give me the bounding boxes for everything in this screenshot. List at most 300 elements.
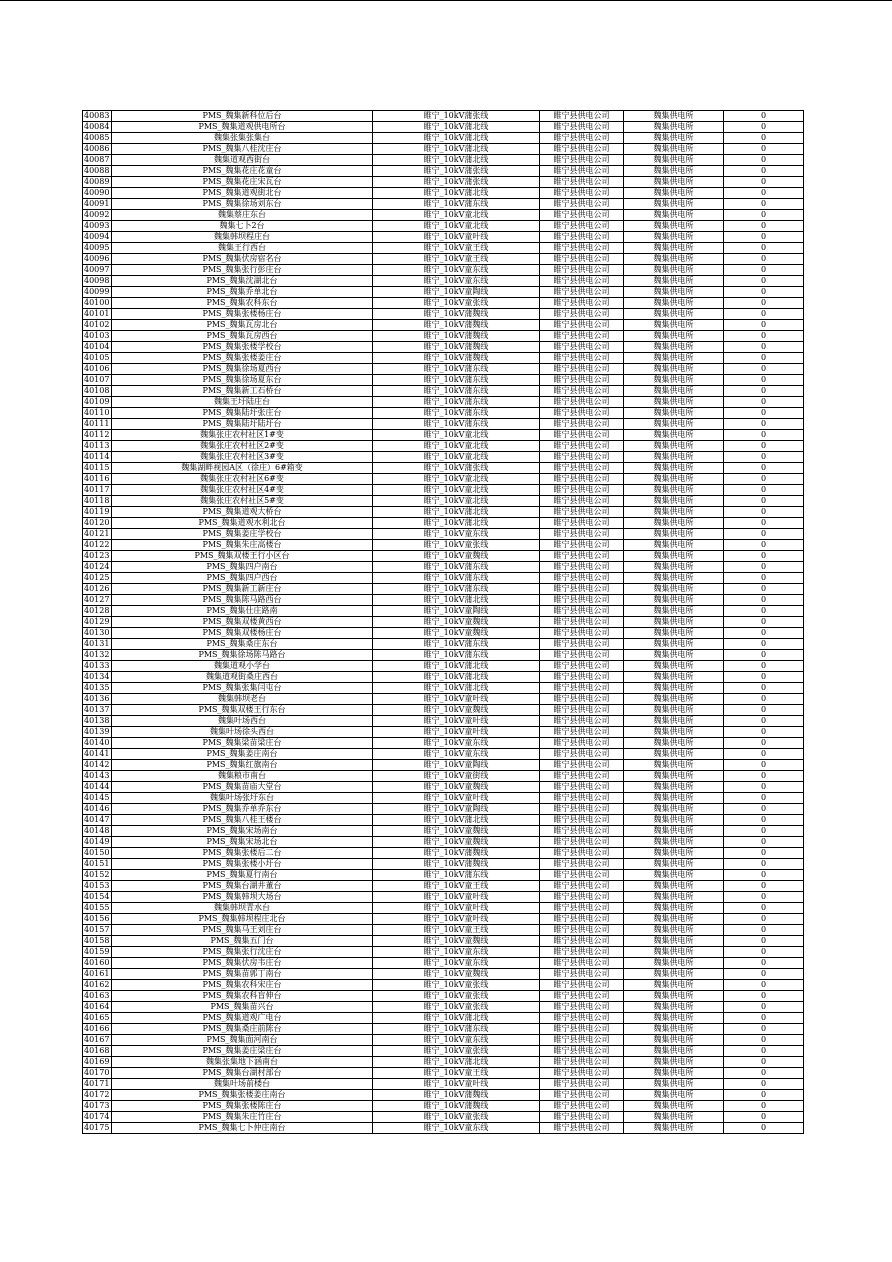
transformer-name-cell: PMS_魏集五门台 (112, 936, 373, 947)
company-cell: 睢宁县供电公司 (540, 529, 624, 540)
value-cell: 0 (724, 584, 804, 595)
table-row (83, 320, 804, 331)
feeder-line-cell: 睢宁_10kV童叶线 (373, 232, 540, 243)
company-cell: 睢宁县供电公司 (540, 1057, 624, 1068)
table-row (83, 969, 804, 980)
station-cell: 魏集供电所 (624, 1123, 724, 1134)
transformer-name-cell: PMS_魏集马王刘庄台 (112, 925, 373, 936)
station-cell: 魏集供电所 (624, 639, 724, 650)
company-cell: 睢宁县供电公司 (540, 848, 624, 859)
row-id-cell: 40130 (83, 628, 112, 639)
transformer-name-cell: PMS_魏集姜庄南台 (112, 749, 373, 760)
table-row (83, 760, 804, 771)
company-cell: 睢宁县供电公司 (540, 969, 624, 980)
company-cell: 睢宁县供电公司 (540, 474, 624, 485)
transformer-name-cell: PMS_魏集夏行南台 (112, 870, 373, 881)
row-id-cell: 40137 (83, 705, 112, 716)
table-row (83, 815, 804, 826)
table-row (83, 287, 804, 298)
station-cell: 魏集供电所 (624, 1013, 724, 1024)
feeder-line-cell: 睢宁_10kV童北线 (373, 496, 540, 507)
feeder-line-cell: 睢宁_10kV蒲东线 (373, 562, 540, 573)
feeder-line-cell: 睢宁_10kV童东线 (373, 958, 540, 969)
company-cell: 睢宁县供电公司 (540, 771, 624, 782)
company-cell: 睢宁县供电公司 (540, 727, 624, 738)
transformer-name-cell: PMS_魏集张楼姜庄南台 (112, 1090, 373, 1101)
table-row (83, 1046, 804, 1057)
value-cell: 0 (724, 705, 804, 716)
value-cell: 0 (724, 1112, 804, 1123)
feeder-line-cell: 睢宁_10kV蒲东线 (373, 364, 540, 375)
row-id-cell: 40125 (83, 573, 112, 584)
company-cell: 睢宁县供电公司 (540, 364, 624, 375)
table-row (83, 672, 804, 683)
row-id-cell: 40124 (83, 562, 112, 573)
value-cell: 0 (724, 727, 804, 738)
row-id-cell: 40090 (83, 188, 112, 199)
transformer-name-cell: PMS_魏集花庄花童台 (112, 166, 373, 177)
value-cell: 0 (724, 760, 804, 771)
feeder-line-cell: 睢宁_10kV童东线 (373, 1123, 540, 1134)
transformer-name-cell: PMS_魏集乔单乔东台 (112, 804, 373, 815)
company-cell: 睢宁县供电公司 (540, 859, 624, 870)
row-id-cell: 40143 (83, 771, 112, 782)
row-id-cell: 40174 (83, 1112, 112, 1123)
feeder-line-cell: 睢宁_10kV蒲魏线 (373, 320, 540, 331)
station-cell: 魏集供电所 (624, 232, 724, 243)
feeder-line-cell: 睢宁_10kV童北线 (373, 441, 540, 452)
station-cell: 魏集供电所 (624, 859, 724, 870)
feeder-line-cell: 睢宁_10kV蒲张线 (373, 177, 540, 188)
station-cell: 魏集供电所 (624, 375, 724, 386)
feeder-line-cell: 睢宁_10kV童张线 (373, 980, 540, 991)
company-cell: 睢宁县供电公司 (540, 947, 624, 958)
table-row (83, 342, 804, 353)
row-id-cell: 40088 (83, 166, 112, 177)
station-cell: 魏集供电所 (624, 155, 724, 166)
feeder-line-cell: 睢宁_10kV童叶线 (373, 716, 540, 727)
value-cell: 0 (724, 254, 804, 265)
value-cell: 0 (724, 925, 804, 936)
company-cell: 睢宁县供电公司 (540, 1046, 624, 1057)
company-cell: 睢宁县供电公司 (540, 111, 624, 122)
row-id-cell: 40112 (83, 430, 112, 441)
feeder-line-cell: 睢宁_10kV童北线 (373, 452, 540, 463)
row-id-cell: 40122 (83, 540, 112, 551)
row-id-cell: 40145 (83, 793, 112, 804)
station-cell: 魏集供电所 (624, 661, 724, 672)
station-cell: 魏集供电所 (624, 925, 724, 936)
table-row (83, 936, 804, 947)
value-cell: 0 (724, 1024, 804, 1035)
table-row (83, 375, 804, 386)
station-cell: 魏集供电所 (624, 529, 724, 540)
value-cell: 0 (724, 485, 804, 496)
value-cell: 0 (724, 815, 804, 826)
company-cell: 睢宁县供电公司 (540, 496, 624, 507)
row-id-cell: 40094 (83, 232, 112, 243)
station-cell: 魏集供电所 (624, 1101, 724, 1112)
value-cell: 0 (724, 782, 804, 793)
transformer-name-cell: 魏集道观街桑庄西台 (112, 672, 373, 683)
station-cell: 魏集供电所 (624, 408, 724, 419)
transformer-name-cell: 魏集韩坝老台 (112, 694, 373, 705)
value-cell: 0 (724, 903, 804, 914)
feeder-line-cell: 睢宁_10kV蒲北线 (373, 595, 540, 606)
row-id-cell: 40149 (83, 837, 112, 848)
station-cell: 魏集供电所 (624, 463, 724, 474)
feeder-line-cell: 睢宁_10kV童王线 (373, 243, 540, 254)
company-cell: 睢宁县供电公司 (540, 419, 624, 430)
company-cell: 睢宁县供电公司 (540, 870, 624, 881)
feeder-line-cell: 睢宁_10kV童魏线 (373, 969, 540, 980)
table-row (83, 914, 804, 925)
row-id-cell: 40083 (83, 111, 112, 122)
table-row (83, 738, 804, 749)
table-row (83, 1101, 804, 1112)
feeder-line-cell: 睢宁_10kV童叶线 (373, 903, 540, 914)
station-cell: 魏集供电所 (624, 243, 724, 254)
transformer-name-cell: PMS_魏集梁苗梁庄台 (112, 738, 373, 749)
transformer-name-cell: 魏集韩坝程庄台 (112, 232, 373, 243)
transformer-name-cell: PMS_魏集红旗南台 (112, 760, 373, 771)
feeder-line-cell: 睢宁_10kV童王线 (373, 925, 540, 936)
feeder-line-cell: 睢宁_10kV童东线 (373, 529, 540, 540)
row-id-cell: 40092 (83, 210, 112, 221)
row-id-cell: 40171 (83, 1079, 112, 1090)
value-cell: 0 (724, 441, 804, 452)
station-cell: 魏集供电所 (624, 749, 724, 760)
station-cell: 魏集供电所 (624, 485, 724, 496)
feeder-line-cell: 睢宁_10kV蒲魏线 (373, 1101, 540, 1112)
value-cell: 0 (724, 870, 804, 881)
value-cell: 0 (724, 914, 804, 925)
table-row (83, 507, 804, 518)
row-id-cell: 40157 (83, 925, 112, 936)
table-row (83, 1057, 804, 1068)
value-cell: 0 (724, 265, 804, 276)
feeder-line-cell: 睢宁_10kV童魏线 (373, 782, 540, 793)
transformer-name-cell: PMS_魏集陆圩陆圩台 (112, 419, 373, 430)
table-row (83, 408, 804, 419)
station-cell: 魏集供电所 (624, 386, 724, 397)
table-row (83, 210, 804, 221)
table-row (83, 111, 804, 122)
value-cell: 0 (724, 606, 804, 617)
company-cell: 睢宁县供电公司 (540, 760, 624, 771)
transformer-name-cell: PMS_魏集徐场陈马路台 (112, 650, 373, 661)
row-id-cell: 40152 (83, 870, 112, 881)
value-cell: 0 (724, 749, 804, 760)
value-cell: 0 (724, 496, 804, 507)
company-cell: 睢宁县供电公司 (540, 672, 624, 683)
row-id-cell: 40102 (83, 320, 112, 331)
station-cell: 魏集供电所 (624, 804, 724, 815)
feeder-line-cell: 睢宁_10kV蒲东线 (373, 386, 540, 397)
feeder-line-cell: 睢宁_10kV蒲北线 (373, 188, 540, 199)
transformer-name-cell: PMS_魏集陆圩张庄台 (112, 408, 373, 419)
company-cell: 睢宁县供电公司 (540, 188, 624, 199)
feeder-line-cell: 睢宁_10kV童张线 (373, 1046, 540, 1057)
table-row (83, 1002, 804, 1013)
station-cell: 魏集供电所 (624, 606, 724, 617)
transformer-name-cell: 魏集七卜2台 (112, 221, 373, 232)
feeder-line-cell: 睢宁_10kV童叶线 (373, 727, 540, 738)
transformer-name-cell: PMS_魏集农科宋庄台 (112, 980, 373, 991)
station-cell: 魏集供电所 (624, 760, 724, 771)
company-cell: 睢宁县供电公司 (540, 815, 624, 826)
value-cell: 0 (724, 859, 804, 870)
transformer-name-cell: 魏集王行西台 (112, 243, 373, 254)
company-cell: 睢宁县供电公司 (540, 166, 624, 177)
value-cell: 0 (724, 716, 804, 727)
transformer-name-cell: PMS_魏集七卜仲庄南台 (112, 1123, 373, 1134)
value-cell: 0 (724, 309, 804, 320)
table-row (83, 254, 804, 265)
table-row (83, 463, 804, 474)
feeder-line-cell: 睢宁_10kV蒲魏线 (373, 331, 540, 342)
station-cell: 魏集供电所 (624, 122, 724, 133)
table-row (83, 947, 804, 958)
company-cell: 睢宁县供电公司 (540, 661, 624, 672)
transformer-name-cell: 魏集张集张集台 (112, 133, 373, 144)
company-cell: 睢宁县供电公司 (540, 804, 624, 815)
company-cell: 睢宁县供电公司 (540, 826, 624, 837)
company-cell: 睢宁县供电公司 (540, 177, 624, 188)
station-cell: 魏集供电所 (624, 551, 724, 562)
company-cell: 睢宁县供电公司 (540, 1090, 624, 1101)
table-row (83, 749, 804, 760)
table-row (83, 562, 804, 573)
company-cell: 睢宁县供电公司 (540, 936, 624, 947)
company-cell: 睢宁县供电公司 (540, 254, 624, 265)
station-cell: 魏集供电所 (624, 947, 724, 958)
feeder-line-cell: 睢宁_10kV蒲魏线 (373, 1090, 540, 1101)
row-id-cell: 40129 (83, 617, 112, 628)
company-cell: 睢宁县供电公司 (540, 595, 624, 606)
company-cell: 睢宁县供电公司 (540, 1101, 624, 1112)
row-id-cell: 40154 (83, 892, 112, 903)
value-cell: 0 (724, 694, 804, 705)
company-cell: 睢宁县供电公司 (540, 518, 624, 529)
feeder-line-cell: 睢宁_10kV童张线 (373, 1112, 540, 1123)
row-id-cell: 40099 (83, 287, 112, 298)
station-cell: 魏集供电所 (624, 617, 724, 628)
row-id-cell: 40173 (83, 1101, 112, 1112)
station-cell: 魏集供电所 (624, 705, 724, 716)
row-id-cell: 40118 (83, 496, 112, 507)
table-row (83, 496, 804, 507)
transformer-name-cell: PMS_魏集面河南台 (112, 1035, 373, 1046)
value-cell: 0 (724, 1035, 804, 1046)
company-cell: 睢宁县供电公司 (540, 683, 624, 694)
feeder-line-cell: 睢宁_10kV童陶线 (373, 760, 540, 771)
company-cell: 睢宁县供电公司 (540, 551, 624, 562)
value-cell: 0 (724, 529, 804, 540)
value-cell: 0 (724, 617, 804, 628)
feeder-line-cell: 睢宁_10kV童北线 (373, 485, 540, 496)
station-cell: 魏集供电所 (624, 969, 724, 980)
transformer-name-cell: PMS_魏集徐场夏西台 (112, 364, 373, 375)
company-cell: 睢宁县供电公司 (540, 881, 624, 892)
transformer-name-cell: 魏集道观西街台 (112, 155, 373, 166)
row-id-cell: 40097 (83, 265, 112, 276)
station-cell: 魏集供电所 (624, 342, 724, 353)
feeder-line-cell: 睢宁_10kV蒲魏线 (373, 353, 540, 364)
feeder-line-cell: 睢宁_10kV蒲张线 (373, 111, 540, 122)
table-row (83, 551, 804, 562)
page-top-rule (0, 0, 892, 1)
row-id-cell: 40089 (83, 177, 112, 188)
transformer-name-cell: 魏集叶场徐头西台 (112, 727, 373, 738)
transformer-name-cell: PMS_魏集花庄宋瓦台 (112, 177, 373, 188)
table-row (83, 925, 804, 936)
company-cell: 睢宁县供电公司 (540, 606, 624, 617)
feeder-line-cell: 睢宁_10kV童叶线 (373, 914, 540, 925)
company-cell: 睢宁县供电公司 (540, 155, 624, 166)
row-id-cell: 40085 (83, 133, 112, 144)
station-cell: 魏集供电所 (624, 320, 724, 331)
value-cell: 0 (724, 980, 804, 991)
company-cell: 睢宁县供电公司 (540, 782, 624, 793)
value-cell: 0 (724, 1046, 804, 1057)
transformer-name-cell: PMS_魏集韩坝大场台 (112, 892, 373, 903)
feeder-line-cell: 睢宁_10kV童王线 (373, 1068, 540, 1079)
value-cell: 0 (724, 1068, 804, 1079)
transformer-name-cell: PMS_魏集新工石桥台 (112, 386, 373, 397)
station-cell: 魏集供电所 (624, 265, 724, 276)
transformer-name-cell: 魏集湖畔视园A区（徐庄）6#箱变 (112, 463, 373, 474)
transformer-name-cell: PMS_魏集道观大桥台 (112, 507, 373, 518)
feeder-line-cell: 睢宁_10kV蒲魏线 (373, 309, 540, 320)
feeder-line-cell: 睢宁_10kV蒲北线 (373, 144, 540, 155)
company-cell: 睢宁县供电公司 (540, 122, 624, 133)
row-id-cell: 40144 (83, 782, 112, 793)
row-id-cell: 40095 (83, 243, 112, 254)
table-row (83, 166, 804, 177)
table-row (83, 1090, 804, 1101)
row-id-cell: 40109 (83, 397, 112, 408)
feeder-line-cell: 睢宁_10kV蒲张线 (373, 166, 540, 177)
company-cell: 睢宁县供电公司 (540, 1002, 624, 1013)
company-cell: 睢宁县供电公司 (540, 210, 624, 221)
transformer-name-cell: PMS_魏集苗庙大堂台 (112, 782, 373, 793)
row-id-cell: 40164 (83, 1002, 112, 1013)
transformer-name-cell: 魏集叶场西台 (112, 716, 373, 727)
company-cell: 睢宁县供电公司 (540, 749, 624, 760)
transformer-table (82, 110, 804, 1134)
company-cell: 睢宁县供电公司 (540, 386, 624, 397)
transformer-name-cell: PMS_魏集张楼姜庄台 (112, 353, 373, 364)
company-cell: 睢宁县供电公司 (540, 309, 624, 320)
row-id-cell: 40140 (83, 738, 112, 749)
company-cell: 睢宁县供电公司 (540, 716, 624, 727)
feeder-line-cell: 睢宁_10kV蒲魏线 (373, 342, 540, 353)
transformer-name-cell: PMS_魏集陈马路西台 (112, 595, 373, 606)
company-cell: 睢宁县供电公司 (540, 903, 624, 914)
feeder-line-cell: 睢宁_10kV童叶线 (373, 793, 540, 804)
value-cell: 0 (724, 155, 804, 166)
feeder-line-cell: 睢宁_10kV童魏线 (373, 617, 540, 628)
row-id-cell: 40128 (83, 606, 112, 617)
feeder-line-cell: 睢宁_10kV童魏线 (373, 705, 540, 716)
table-row (83, 397, 804, 408)
row-id-cell: 40115 (83, 463, 112, 474)
table-row (83, 683, 804, 694)
row-id-cell: 40146 (83, 804, 112, 815)
value-cell: 0 (724, 199, 804, 210)
feeder-line-cell: 睢宁_10kV蒲东线 (373, 639, 540, 650)
transformer-name-cell: 魏集张庄农村社区3#变 (112, 452, 373, 463)
table-row (83, 155, 804, 166)
row-id-cell: 40163 (83, 991, 112, 1002)
row-id-cell: 40117 (83, 485, 112, 496)
station-cell: 魏集供电所 (624, 815, 724, 826)
row-id-cell: 40136 (83, 694, 112, 705)
feeder-line-cell: 睢宁_10kV童北线 (373, 210, 540, 221)
table-row (83, 628, 804, 639)
table-row (83, 1013, 804, 1024)
feeder-line-cell: 睢宁_10kV童陶线 (373, 606, 540, 617)
transformer-name-cell: PMS_魏集苗兴台 (112, 1002, 373, 1013)
feeder-line-cell: 睢宁_10kV童北线 (373, 474, 540, 485)
transformer-name-cell: 魏集张庄农村社区6#变 (112, 474, 373, 485)
row-id-cell: 40100 (83, 298, 112, 309)
row-id-cell: 40101 (83, 309, 112, 320)
station-cell: 魏集供电所 (624, 441, 724, 452)
value-cell: 0 (724, 1002, 804, 1013)
row-id-cell: 40155 (83, 903, 112, 914)
station-cell: 魏集供电所 (624, 1079, 724, 1090)
transformer-name-cell: 魏集张集地下涵南台 (112, 1057, 373, 1068)
station-cell: 魏集供电所 (624, 914, 724, 925)
feeder-line-cell: 睢宁_10kV童东线 (373, 265, 540, 276)
table-row (83, 705, 804, 716)
row-id-cell: 40172 (83, 1090, 112, 1101)
station-cell: 魏集供电所 (624, 309, 724, 320)
table-row (83, 529, 804, 540)
transformer-name-cell: 魏集粮市南台 (112, 771, 373, 782)
table-row (83, 573, 804, 584)
table-row (83, 837, 804, 848)
value-cell: 0 (724, 111, 804, 122)
table-row (83, 144, 804, 155)
company-cell: 睢宁县供电公司 (540, 837, 624, 848)
company-cell: 睢宁县供电公司 (540, 287, 624, 298)
feeder-line-cell: 睢宁_10kV蒲张线 (373, 463, 540, 474)
company-cell: 睢宁县供电公司 (540, 628, 624, 639)
row-id-cell: 40111 (83, 419, 112, 430)
table-row (83, 430, 804, 441)
company-cell: 睢宁县供电公司 (540, 463, 624, 474)
transformer-name-cell: PMS_魏集宋场南台 (112, 826, 373, 837)
table-row (83, 353, 804, 364)
row-id-cell: 40165 (83, 1013, 112, 1024)
transformer-name-cell: PMS_魏集双楼黄西台 (112, 617, 373, 628)
row-id-cell: 40150 (83, 848, 112, 859)
feeder-line-cell: 睢宁_10kV童张线 (373, 298, 540, 309)
row-id-cell: 40121 (83, 529, 112, 540)
value-cell: 0 (724, 562, 804, 573)
feeder-line-cell: 睢宁_10kV童叶线 (373, 892, 540, 903)
transformer-name-cell: PMS_魏集张楼小圩台 (112, 859, 373, 870)
feeder-line-cell: 睢宁_10kV童东线 (373, 749, 540, 760)
station-cell: 魏集供电所 (624, 1057, 724, 1068)
feeder-line-cell: 睢宁_10kV蒲北线 (373, 672, 540, 683)
transformer-name-cell: PMS_魏集四户西台 (112, 573, 373, 584)
table-row (83, 386, 804, 397)
company-cell: 睢宁县供电公司 (540, 914, 624, 925)
